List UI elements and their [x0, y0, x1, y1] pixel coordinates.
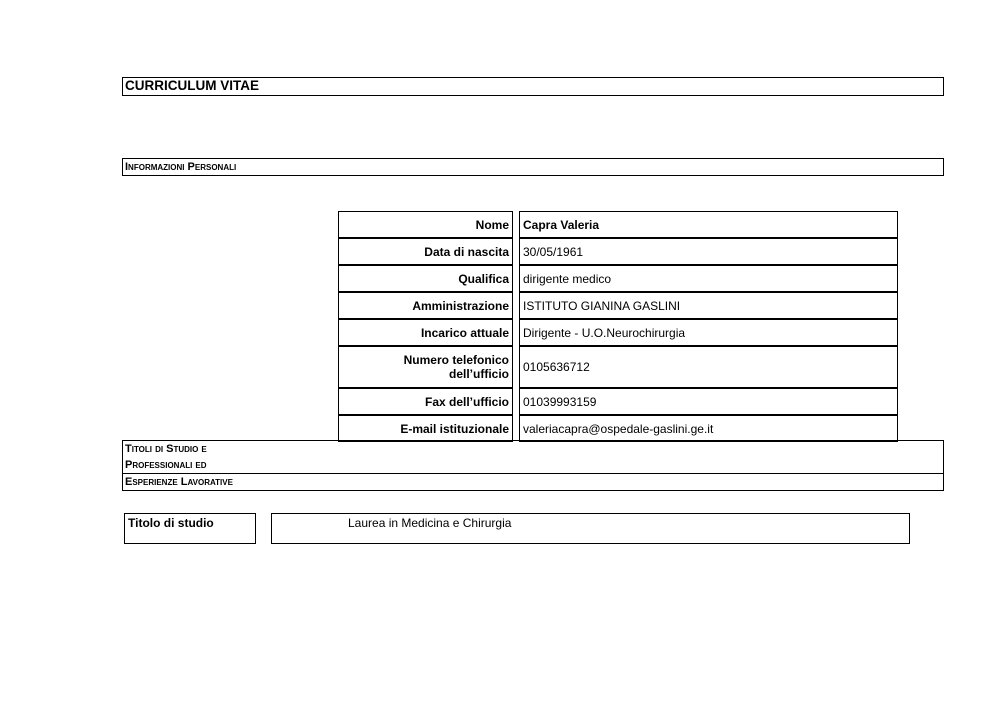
section-heading-work-experience: Esperienze Lavorative — [122, 473, 944, 491]
table-row — [338, 319, 898, 346]
personal-info-table — [338, 211, 898, 442]
field-label-office-phone — [338, 346, 513, 388]
field-value-office-phone: 0105636712 — [520, 346, 898, 388]
section-heading-studies-line2: Professionali ed — [125, 459, 207, 471]
field-label-administration: Amministrazione — [338, 292, 513, 319]
section-heading-studies-line1: Titoli di Studio e — [125, 443, 207, 455]
table-row — [338, 346, 898, 388]
field-label-qualification: Qualifica — [338, 265, 513, 292]
field-label-current-role: Incarico attuale — [338, 319, 513, 346]
field-label-birthdate: Data di nascita — [338, 238, 513, 265]
field-value-current-role: Dirigente - U.O.Neurochirurgia — [520, 319, 898, 346]
field-label-office-phone-line1: Numero telefonico — [403, 353, 509, 367]
degree-value: Laurea in Medicina e Chirurgia — [271, 513, 910, 544]
degree-label: Titolo di studio — [124, 513, 256, 544]
field-label-name: Nome — [338, 211, 513, 238]
table-row — [338, 388, 898, 415]
field-label-institutional-email: E-mail istituzionale — [338, 415, 513, 442]
field-value-institutional-email: valeriacapra@ospedale-gaslini.ge.it — [520, 415, 898, 442]
document-title: CURRICULUM VITAE — [122, 77, 944, 96]
table-row — [338, 292, 898, 319]
section-heading-studies — [122, 440, 944, 474]
field-value-administration: ISTITUTO GIANINA GASLINI — [520, 292, 898, 319]
field-value-name: Capra Valeria — [520, 211, 898, 238]
table-row — [338, 265, 898, 292]
field-value-qualification: dirigente medico — [520, 265, 898, 292]
field-value-office-fax: 01039993159 — [520, 388, 898, 415]
field-label-office-fax: Fax dell’ufficio — [338, 388, 513, 415]
field-value-birthdate: 30/05/1961 — [520, 238, 898, 265]
table-row — [338, 238, 898, 265]
section-heading-personal-info: Informazioni Personali — [122, 158, 944, 176]
field-label-office-phone-line2: dell’ufficio — [449, 367, 509, 381]
table-row — [338, 211, 898, 238]
table-row — [338, 415, 898, 442]
